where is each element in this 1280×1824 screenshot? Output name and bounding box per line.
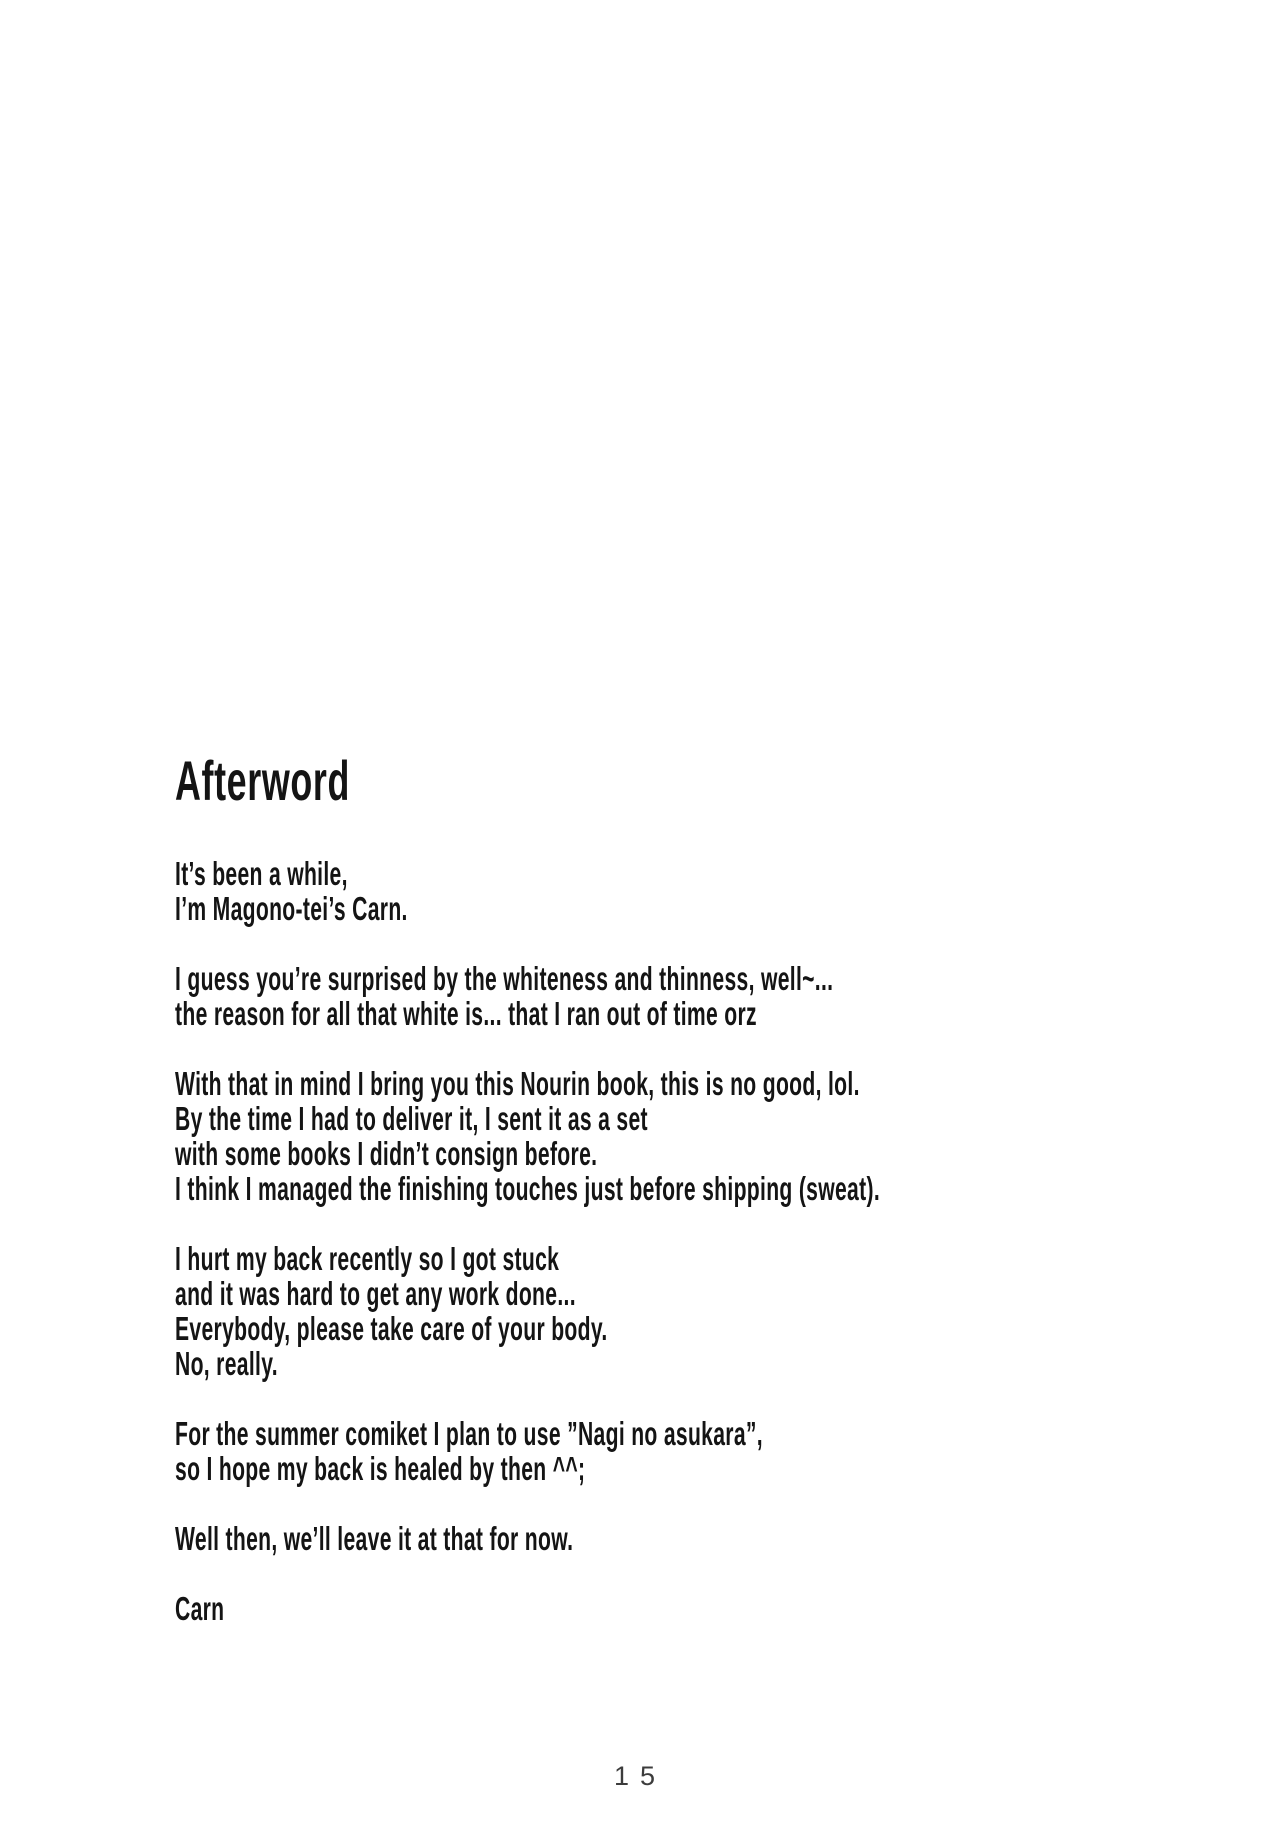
paragraph-nourin-book: [175, 1066, 1071, 1206]
paragraph-hurt-back: [175, 1241, 1071, 1381]
afterword-line: By the time I had to deliver it, I sent it as a set: [175, 1100, 648, 1137]
afterword-line: with some books I didn’t consign before.: [175, 1135, 598, 1172]
afterword-line: With that in mind I bring you this Nourin book, this is no good, lol.: [175, 1065, 860, 1102]
afterword-line: the reason for all that white is... that I ran out of time orz: [175, 995, 757, 1032]
paragraph-signature: [175, 1591, 1071, 1626]
afterword-line: Everybody, please take care of your body.: [175, 1310, 608, 1347]
afterword-line: I’m Magono-tei’s Carn.: [175, 890, 408, 927]
afterword-content: [175, 750, 1071, 1626]
signature-line: Carn: [175, 1590, 225, 1627]
afterword-line: so I hope my back is healed by then ^^;: [175, 1450, 586, 1487]
page-number: 15: [613, 1761, 667, 1791]
afterword-line: I think I managed the finishing touches just before shipping (sweat).: [175, 1170, 881, 1207]
afterword-line: and it was hard to get any work done...: [175, 1275, 576, 1312]
paragraph-whiteness: [175, 961, 1071, 1031]
paragraph-summer-comiket: [175, 1416, 1071, 1486]
afterword-line: It’s been a while,: [175, 855, 348, 892]
afterword-line: I guess you’re surprised by the whiteness and thinness, well~...: [175, 960, 834, 997]
afterword-body: [175, 856, 1071, 1626]
afterword-line: For the summer comiket I plan to use ”Nagi no asukara”,: [175, 1415, 763, 1452]
afterword-title: Afterword: [175, 749, 351, 812]
paragraph-farewell: [175, 1521, 1071, 1556]
afterword-line: No, really.: [175, 1345, 278, 1382]
afterword-line: I hurt my back recently so I got stuck: [175, 1240, 560, 1277]
afterword-line: Well then, we’ll leave it at that for now.: [175, 1520, 574, 1557]
paragraph-greeting: [175, 856, 1071, 926]
